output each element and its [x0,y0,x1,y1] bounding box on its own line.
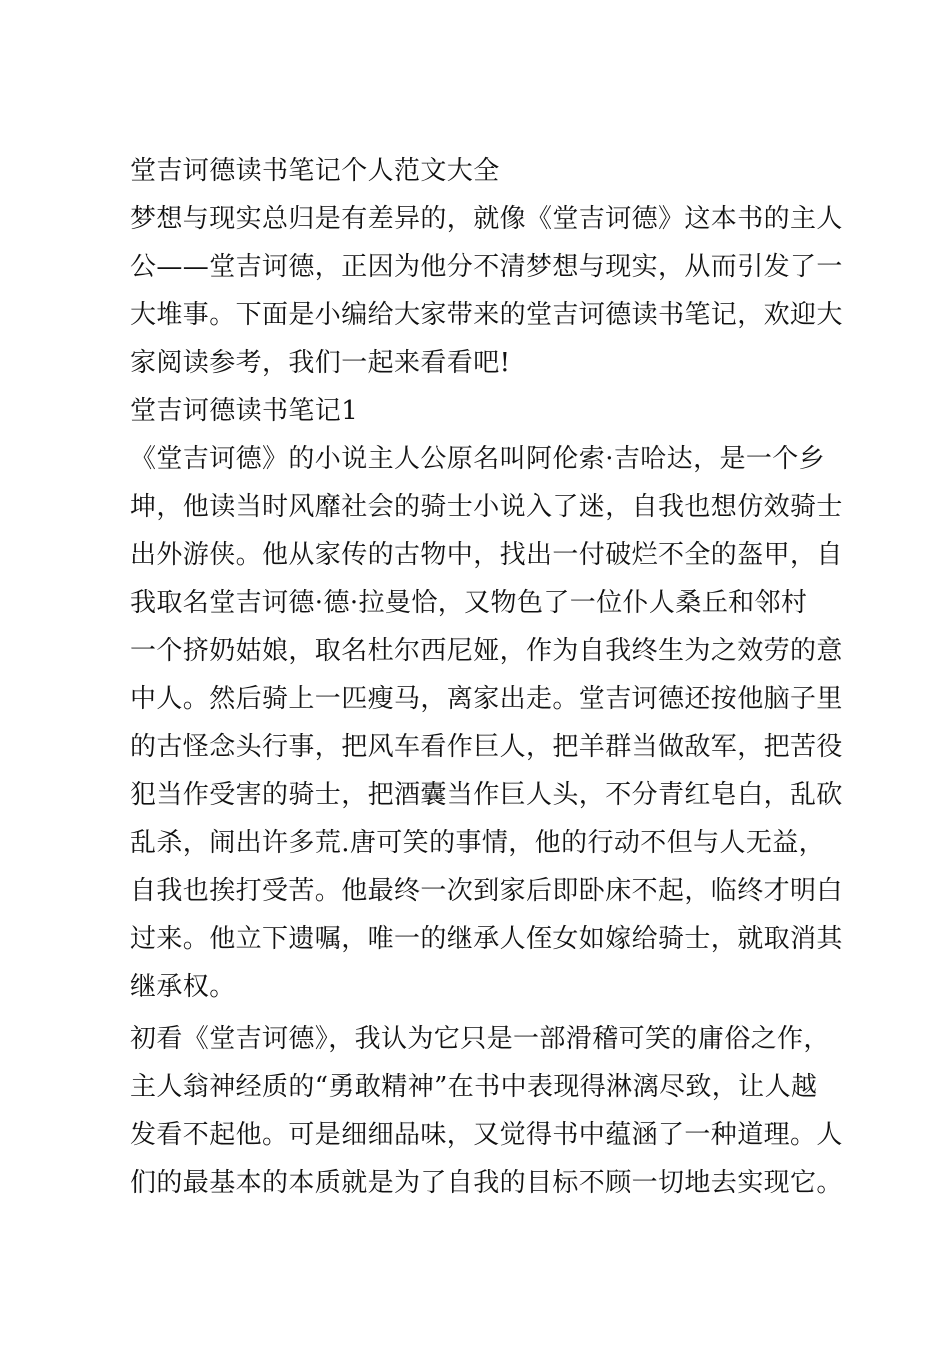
intro-line: 家阅读参考，我们一起来看看吧! [130,348,511,378]
paragraph-line: 犯当作受害的骑士，把酒囊当作巨人头，不分青红皂白，乱砍 [130,780,843,810]
intro-line: 公——堂吉诃德，正因为他分不清梦想与现实，从而引发了一 [130,252,843,282]
paragraph-line: 的古怪念头行事，把风车看作巨人，把羊群当做敌军，把苦役 [130,732,843,762]
paragraph-line: 《堂吉诃德》的小说主人公原名叫阿伦索·吉哈达，是一个乡 [130,444,826,474]
paragraph-line: 们的最基本的本质就是为了自我的目标不顾一切地去实现它。 [130,1168,843,1198]
paragraph-line: 乱杀，闹出许多荒.唐可笑的事情，他的行动不但与人无益， [130,828,826,858]
paragraph-line: 自我也挨打受苦。他最终一次到家后即卧床不起，临终才明白 [130,876,843,906]
document-title: 堂吉诃德读书笔记个人范文大全 [130,156,500,186]
section-heading: 堂吉诃德读书笔记1 [130,396,359,426]
intro-paragraph [130,195,843,387]
body-paragraph-2 [130,1015,843,1207]
paragraph-line: 主人翁神经质的“勇敢精神”在书中表现得淋漓尽致，让人越 [130,1072,818,1102]
paragraph-line: 初看《堂吉诃德》，我认为它只是一部滑稽可笑的庸俗之作， [130,1024,830,1054]
intro-line: 大堆事。下面是小编给大家带来的堂吉诃德读书笔记，欢迎大 [130,300,843,330]
paragraph-line: 发看不起他。可是细细品味，又觉得书中蕴涵了一种道理。人 [130,1120,843,1150]
paragraph-line: 过来。他立下遗嘱，唯一的继承人侄女如嫁给骑士，就取消其 [130,924,843,954]
paragraph-line: 继承权。 [130,972,236,1002]
paragraph-line: 出外游侠。他从家传的古物中，找出一付破烂不全的盔甲，自 [130,540,843,570]
paragraph-line: 中人。然后骑上一匹瘦马，离家出走。堂吉诃德还按他脑子里 [130,684,843,714]
intro-line: 梦想与现实总归是有差异的，就像《堂吉诃德》这本书的主人 [130,204,843,234]
paragraph-line: 一个挤奶姑娘，取名杜尔西尼娅，作为自我终生为之效劳的意 [130,636,843,666]
body-paragraph-1 [130,435,843,1011]
paragraph-line: 我取名堂吉诃德·德·拉曼恰，又物色了一位仆人桑丘和邻村 [130,588,808,618]
paragraph-line: 坤，他读当时风靡社会的骑士小说入了迷，自我也想仿效骑士 [130,492,843,522]
document-page [130,147,843,1207]
